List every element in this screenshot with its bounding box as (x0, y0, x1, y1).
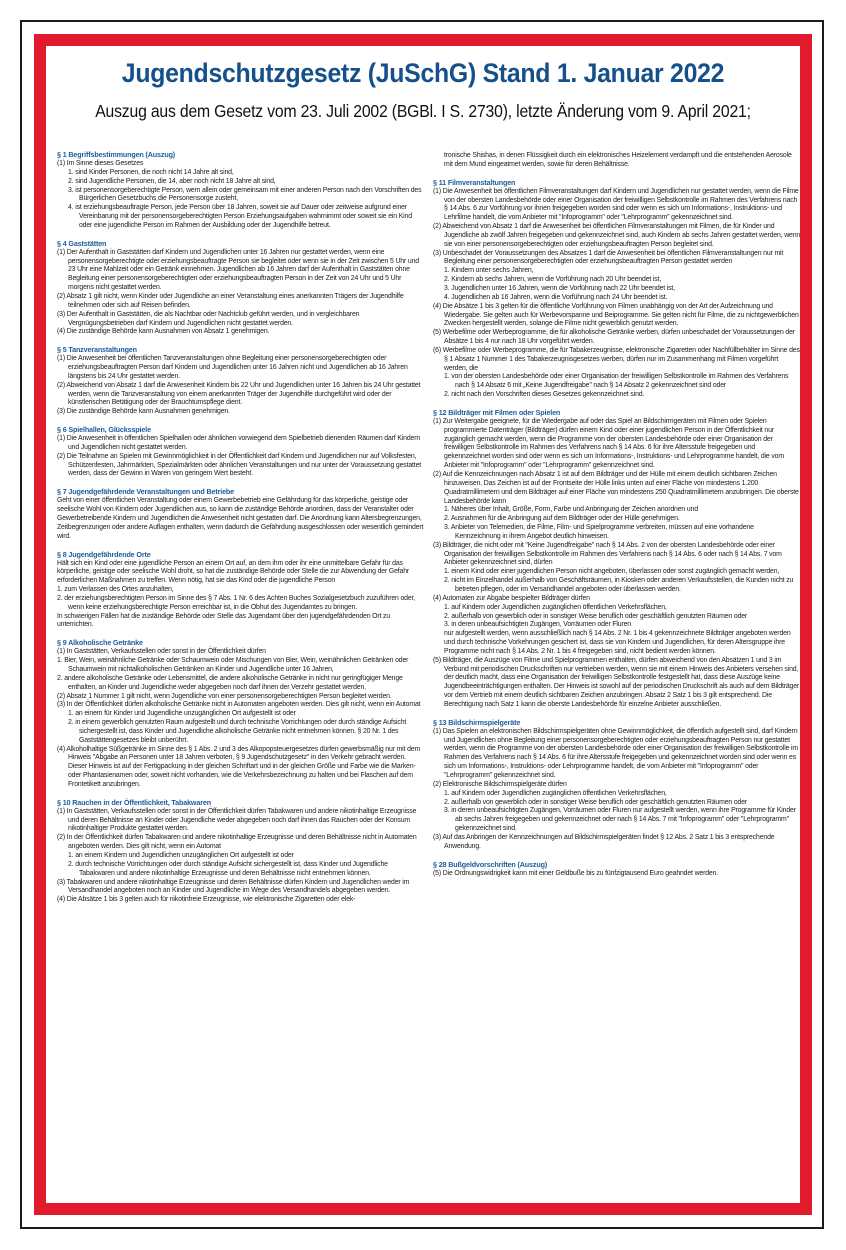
paragraph: (3) Unbeschadet der Voraussetzungen des Absatzes 1 darf die Anwesenheit bei öffentlichen Filmveranstaltungen nur mit Begleitung einer personensorgeberechtigten oder erziehungsbeauftragten Person gestattet werden (433, 249, 784, 266)
paragraph: In schwierigen Fällen hat die zuständige Behörde oder Stelle das Jugendamt über den jugendgefährdenden Ort zu unterrichten. (57, 612, 391, 629)
paragraph: (2) Absatz 1 Nummer 1 gilt nicht, wenn Jugendliche von einer personensorgeberechtigten Person begleitet werden. (57, 692, 392, 700)
list-item: 3. Jugendlichen unter 16 Jahren, wenn die Vorführung nach 22 Uhr beendet ist, (444, 284, 675, 292)
right-column (433, 152, 801, 886)
section-heading: § 4 Gaststätten (57, 238, 107, 248)
list-item: 1. Bier, Wein, weinähnliche Getränke oder Schaumwein oder Mischungen von Bier, Wein, weinähnlichen Getränken oder Schaumwein mit nichtalkoholischen Getränken an Kinder und Jugendliche unter 16 Jahren, (57, 657, 409, 673)
section-9 (57, 638, 425, 790)
list-item: 2. der erziehungsberechtigten Person im Sinne des § 7 Abs. 1 Nr. 6 des Achten Buches Sozialgesetzbuch zuzuführen oder, wenn keine erziehungsberechtigte Person erreichbar ist, in die Obhut des Jugendamtes zu bringen. (57, 594, 416, 611)
section-10-continued (433, 152, 801, 170)
paragraph: (5) Bildträger, die Auszüge von Filme und Spielprogrammen enthalten, dürfen abweichend von den Absätzen 1 und 3 im Verbund mit periodischen Druckschriften nur vertrieben werden, wenn sie mit einem Hinweis des Anbieters versehen sind, der deutlich macht, dass eine Organisation der freiwilligen Selbstkontrolle festgestellt hat, dass diese Auszüge keine Jugendbeeinträchtigungen enthalten. Der Hinweis ist sowohl auf der periodischen Druckschrift als auch auf dem Bildträger vor dem Vertrieb mit einem deutlich sichtbaren Zeichen anzubringen. Absatz 2 Satz 1 bis 3 gilt entsprechend. Die Berechtigung nach Satz 1 kann die oberste Landesbehörde für einzelne Anbieter ausschließen. (433, 656, 800, 708)
paragraph: (2) In der Öffentlichkeit dürfen Tabakwaren und andere nikotinhaltige Erzeugnisse und deren Behältnisse nicht in Automaten angeboten werden. Dies gilt nicht, wenn ein Automat (57, 834, 417, 851)
list-item: 3. in deren unbeaufsichtigten Zugängen, Vorräumen oder Fluren nur aufgestellt werden, wenn ihre Programme für Kinder ab sechs Jahren freigegeben und gekennzeichnet oder nach § 14 Abs. 7 mit "Infoprogramm" oder "Lehrprogramm" gekennzeichnet sind. (444, 807, 796, 833)
list-item: 2. nicht im Einzelhandel außerhalb von Geschäftsräumen, in Kiosken oder anderen Verkaufsstellen, die Kunden nicht zu betreten pflegen, oder im Versandhandel angeboten oder überlassen werden. (444, 577, 794, 593)
paragraph: (5) Die Ordnungswidrigkeit kann mit einer Geldbuße bis zu fünfzigtausend Euro geahndet werden. (433, 869, 719, 877)
paragraph: (1) Das Spielen an elektronischen Bildschirmspielgeräten ohne Gewinnmöglichkeit, die öffentlich aufgestellt sind, darf Kindern und Jugendlichen ohne Begleitung einer personensorgeberechtigten oder erziehungsbeauftragten Person nur gestattet werden, wenn die Programme von der obersten Landesbehörde oder einer Organisation der freiwilligen Selbstkontrolle im Rahmen des Verfahrens nach § 14 Abs. 6 für ihre Altersstufe freigegeben und gekennzeichnet worden sind oder wenn es sich um Informations-, Instruktions- oder Lehrprogramme handelt, die vom Anbieter mit "Infoprogramm" oder "Lehrprogramm" gekennzeichnet sind. (433, 727, 798, 779)
paragraph: tronische Shishas, in denen Flüssigkeit durch ein elektronisches Heizelement verdampft und die entstehenden Aerosole mit dem Mund eingeatmet werden, sowie für deren Behältnisse. (444, 152, 792, 168)
paragraph: (3) Auf das Anbringen der Kennzeichnungen auf Bildschirmspielgeräten findet § 12 Abs. 2 Satz 1 bis 3 entsprechende Anwendung. (433, 833, 775, 850)
list-item: 4. Jugendlichen ab 16 Jahren, wenn die Vorführung nach 24 Uhr beendet ist. (444, 293, 668, 301)
list-item: 1. an einem für Kinder und Jugendliche unzugänglichen Ort aufgestellt ist oder (68, 710, 296, 718)
paragraph: (1) Zur Weitergabe geeignete, für die Wiedergabe auf oder das Spiel an Bildschirmgeräten mit Filmen oder Spielen programmierte Datenträger (Bildträger) dürfen einem Kind oder einer jugendlichen Person in der Öffentlichkeit nur zugänglich gemacht werden, wenn die Programme von der obersten Landesbehörde oder einer Organisation der freiwilligen Selbstkontrolle im Rahmen des Verfahrens nach § 14 Abs. 6 für ihre Altersstufe freigegeben und gekennzeichnet worden sind oder wenn es sich um Informations-, Instruktions- und Lehrprogramme handelt, die vom Anbieter mit "Infoprogramm" oder "Lehrprogramm" gekennzeichnet sind. (433, 417, 784, 470)
section-heading: § 12 Bildträger mit Filmen oder Spielen (433, 407, 561, 417)
paragraph: (4) Die Absätze 1 bis 3 gelten für die öffentliche Vorführung von Filmen unabhängig von der Art der Aufzeichnung und Wiedergabe. Sie gelten auch für Werbevorspanne und Beiprogramme. Sie gelten nicht für Filme, die zu nichtgewerblichen Zwecken hergestellt werden, solange die Filme nicht gewerblich genutzt werden. (433, 302, 799, 328)
section-heading: § 8 Jugendgefährdende Orte (57, 549, 151, 559)
list-item: 3. in deren unbeaufsichtigten Zugängen, Vorräumen oder Fluren (444, 621, 631, 629)
list-item: 2. andere alkoholische Getränke oder Lebensmittel, die andere alkoholische Getränke in nicht nur geringfügiger Menge enthalten, an Kinder und Jugendliche weder abgegeben noch darf ihnen der Verzehr gestattet werden. (57, 674, 403, 691)
list-item: 2. außerhalb von gewerblich oder in sonstiger Weise beruflich oder geschäftlich genutzten Räumen oder (444, 612, 748, 620)
list-item: 1. auf Kindern oder Jugendlichen zugänglichen öffentlichen Verkehrsflächen, (444, 603, 667, 611)
paragraph: (1) Die Anwesenheit bei öffentlichen Tanzveranstaltungen ohne Begleitung einer personensorgeberechtigten oder erziehungsbeauftragten Person darf Kindern und Jugendlichen unter 16 Jahren nicht und Jugendlichen ab 16 Jahren längstens bis 24 Uhr gestattet werden. (57, 355, 408, 380)
list-item: 1. sind Kinder Personen, die noch nicht 14 Jahre alt sind, (68, 168, 234, 176)
section-11 (433, 178, 801, 400)
section-10 (57, 798, 425, 905)
list-item: 3. Anbieter von Telemedien, die Filme, Film- und Spielprogramme verbreiten, müssen auf eine vorhandene Kennzeichnung in ihrem Angebot deutlich hinweisen. (444, 524, 754, 540)
paragraph: (6) Werbefilme oder Werbeprogramme, die für Tabakerzeugnisse, elektronische Zigaretten oder Nachfüllbehälter im Sinne des § 1 Absatz 1 Nummer 1 des Tabakerzeugnisgesetzes werben, dürfen nur im Zusammenhang mit Filmen vorgeführt werden, die (433, 346, 800, 372)
paragraph: (2) Auf die Kennzeichnungen nach Absatz 1 ist auf dem Bildträger und der Hülle mit einem deutlich sichtbaren Zeichen hinzuweisen. Das Zeichen ist auf der Frontseite der Hülle links unten auf einer Fläche von mindestens 1.200 Quadratmillimetern und dem Bildträger auf einer Fläche von mindestens 250 Quadratmillimetern anzubringen. Die oberste Landesbehörde kann (433, 471, 799, 505)
section-heading: § 7 Jugendgefährdende Veranstaltungen und Betriebe (57, 487, 235, 497)
section-4 (57, 239, 425, 337)
paragraph: (4) Die zuständige Behörde kann Ausnahmen von Absatz 1 genehmigen. (57, 328, 270, 336)
section-5 (57, 345, 425, 417)
list-item: 2. sind Jugendliche Personen, die 14, aber noch nicht 18 Jahre alt sind, (68, 177, 276, 185)
list-item: 1. Kindern unter sechs Jahren, (444, 267, 534, 275)
paragraph: (3) Die zuständige Behörde kann Ausnahmen genehmigen. (57, 408, 230, 416)
section-6 (57, 425, 425, 479)
left-column (57, 150, 425, 913)
list-item: 1. Näheres über Inhalt, Größe, Form, Farbe und Anbringung der Zeichen anordnen und (444, 506, 698, 514)
section-heading: § 10 Rauchen in der Öffentlichkeit, Tabakwaren (57, 797, 211, 807)
list-item: 2. außerhalb von gewerblich oder in sonstiger Weise beruflich oder geschäftlich genutzten Räumen oder (444, 798, 748, 806)
paragraph: (2) Abweichend von Absatz 1 darf die Anwesenheit bei öffentlichen Filmveranstaltungen mit Filmen, die für Kinder und Jugendliche ab zwölf Jahren freigegeben und gekennzeichnet sind, auch Kindern ab sechs Jahren gestattet werden, wenn sie von einer personensorgeberechtigten oder erziehungsbeauftragten Person begleitet sind. (433, 223, 801, 248)
list-item: 1. an einem Kindern und Jugendlichen unzugänglichen Ort aufgestellt ist oder (68, 852, 294, 859)
paragraph: (3) In der Öffentlichkeit dürfen alkoholische Getränke nicht in Automaten angeboten werden. Dies gilt nicht, wenn ein Automat (57, 701, 421, 709)
document-title: Jugendschutzgesetz (JuSchG) Stand 1. Januar 2022 (121, 58, 725, 88)
paragraph: (1) Der Aufenthalt in Gaststätten darf Kindern und Jugendlichen unter 16 Jahren nur gestattet werden, wenn eine personensorgeberechtigte oder erziehungsbeauftragte Person sie begleitet oder wenn sie in der Zeit zwischen 5 Uhr und 23 Uhr eine Mahlzeit oder ein Getränk einnehmen. Jugendlichen ab 16 Jahren darf der Aufenthalt in Gaststätten ohne Begleitung einer personensorgeberechtigten oder erziehungsbeauftragten Person in der Zeit von 24 Uhr und 5 Uhr morgens nicht gestattet werden. (57, 248, 419, 292)
section-13 (433, 718, 801, 852)
paragraph: (1) Im Sinne dieses Gesetzes (57, 160, 144, 167)
section-1 (57, 150, 425, 231)
list-item: 2. durch technische Vorrichtungen oder durch ständige Aufsicht sichergestellt ist, dass Kinder und Jugendliche Tabakwaren und andere nikotinhaltige Erzeugnisse und deren Behältnisse nicht entnehmen können. (68, 860, 388, 877)
paragraph: (5) Werbefilme oder Werbeprogramme, die für alkoholische Getränke werben, dürfen unbeschadet der Voraussetzungen der Absätze 1 bis 4 nur nach 18 Uhr vorgeführt werden. (433, 329, 795, 346)
section-heading: § 13 Bildschirmspielgeräte (433, 717, 521, 727)
section-heading: § 1 Begriffsbestimmungen (Auszug) (57, 150, 176, 159)
paragraph: (4) Die Absätze 1 bis 3 gelten auch für nikotinfreie Erzeugnisse, wie elektronische Zigaretten oder elek- (57, 896, 356, 904)
paragraph: Geht von einer öffentlichen Veranstaltung oder einem Gewerbebetrieb eine Gefährdung für das körperliche, geistige oder seelische Wohl von Kindern oder Jugendlichen aus, so kann die zuständige Behörde anordnen, dass der Veranstalter oder Gewerbetreibende Kindern und Jugendlichen die Anwesenheit nicht gestatten darf. Die Anordnung kann Altersbegrenzungen, Zeitbegrenzungen oder andere Auflagen enthalten, wenn dadurch die Gefährdung ausgeschlossen oder wesentlich gemindert wird. (57, 497, 424, 540)
section-8 (57, 550, 425, 631)
section-heading: § 28 Bußgeldvorschriften (Auszug) (433, 859, 548, 869)
section-heading: § 5 Tanzveranstaltungen (57, 345, 137, 355)
section-heading: § 9 Alkoholische Getränke (57, 638, 143, 648)
list-item: 1. zum Verlassen des Ortes anzuhalten, (57, 586, 174, 594)
paragraph: (2) Die Teilnahme an Spielen mit Gewinnmöglichkeit in der Öffentlichkeit darf Kindern und Jugendlichen nur auf Volksfesten, Schützenfesten, Jahrmärkten, Spezialmärkten oder ähnlichen Veranstaltungen und nur unter der Voraussetzung gestattet werden, dass der Gewinn in Waren von geringem Wert besteht. (57, 452, 422, 478)
paragraph: (3) Der Aufenthalt in Gaststätten, die als Nachtbar oder Nachtclub geführt werden, und in vergleichbaren Vergnügungsbetrieben darf Kindern und Jugendlichen nicht gestattet werden. (57, 310, 360, 327)
paragraph: (1) In Gaststätten, Verkaufsstellen oder sonst in der Öffentlichkeit dürfen Tabakwaren und andere nikotinhaltige Erzeugnisse und deren Behältnisse an Kinder oder Jugendliche weder abgegeben noch darf ihnen das Rauchen oder der Konsum nikotinhaltiger Produkte gestattet werden. (57, 807, 417, 833)
paragraph: (2) Elektronische Bildschirmspielgeräte dürfen (433, 780, 567, 788)
paragraph: (4) Automaten zur Abgabe bespielter Bildträger dürfen (433, 594, 590, 602)
document-subtitle: Auszug aus dem Gesetz vom 23. Juli 2002 (BGBl. I S. 2730), letzte Änderung vom 9. April 2021; (95, 101, 751, 121)
list-item: 1. auf Kindern oder Jugendlichen zugänglichen öffentlichen Verkehrsflächen, (444, 789, 667, 797)
paragraph: Hält sich ein Kind oder eine jugendliche Person an einem Ort auf, an dem ihm oder ihr eine unmittelbare Gefahr für das körperliche, geistige oder seelische Wohl droht, so hat die zuständige Behörde oder Stelle die zur Abwendung der Gefahr erforderlichen Maßnahmen zu treffen. Wenn nötig, hat sie das Kind oder die jugendliche Person (57, 559, 410, 585)
list-item: 2. Ausnahmen für die Anbringung auf dem Bildträger oder der Hülle genehmigen. (444, 515, 680, 523)
section-7 (57, 487, 425, 541)
list-item: 1. von der obersten Landesbehörde oder einer Organisation der freiwilligen Selbstkontrolle im Rahmen des Verfahrens nach § 14 Absatz 6 mit „Keine Jugendfreigabe" nach § 14 Absatz 2 gekennzeichnet sind oder (444, 373, 789, 390)
paragraph: nur aufgestellt werden, wenn ausschließlich nach § 14 Abs. 2 Nr. 1 bis 4 gekennzeichnete Bildträger angeboten werden und durch technische Vorkehrungen gesichert ist, dass sie von Kindern und Jugendlichen, für deren Altersgruppe ihre Programme nicht nach § 14 Abs. 2 Nr. 1 bis 4 freigegeben sind, nicht bedient werden können. (444, 630, 791, 655)
section-heading: § 11 Filmveranstaltungen (433, 177, 516, 187)
list-item: 2. Kindern ab sechs Jahren, wenn die Vorführung nach 20 Uhr beendet ist, (444, 276, 662, 284)
section-28 (433, 860, 801, 879)
paragraph: (2) Abweichend von Absatz 1 darf die Anwesenheit Kindern bis 22 Uhr und Jugendlichen unter 16 Jahren bis 24 Uhr gestattet werden, wenn die Tanzveranstaltung von einem anerkannten Träger der Jugendhilfe durchgeführt wird oder der künstlerischen Betätigung oder der Brauchtumspflege dient. (57, 381, 421, 407)
list-item: 1. einem Kind oder einer jugendlichen Person nicht angeboten, überlassen oder sonst zugänglich gemacht werden, (444, 568, 780, 576)
paragraph: (1) In Gaststätten, Verkaufsstellen oder sonst in der Öffentlichkeit dürfen (57, 648, 266, 656)
list-item: 3. ist personensorgeberechtigte Person, wem allein oder gemeinsam mit einer anderen Person nach den Vorschriften des Bürgerlichen Gesetzbuchs die Personensorge zusteht, (68, 186, 422, 203)
section-heading: § 6 Spielhallen, Glücksspiele (57, 425, 151, 435)
paragraph: (4) Alkoholhaltige Süßgetränke im Sinne des § 1 Abs. 2 und 3 des Alkopopsteuergesetzes dürfen gewerbsmäßig nur mit dem Hinweis "Abgabe an Personen unter 18 Jahren verboten, § 9 Jugendschutzgesetz" in den Verkehr gebracht werden. Dieser Hinweis ist auf der Fertigpackung in der gleichen Schriftart und in der gleichen Größe und Farbe wie die Marken- oder Phantasienamen oder, soweit nicht vorhanden, wie die Verkehrsbezeichnung zu halten und bei Flaschen auf dem Frontetikett anzubringen. (57, 745, 421, 788)
paragraph: (1) Die Anwesenheit bei öffentlichen Filmveranstaltungen darf Kindern und Jugendlichen nur gestattet werden, wenn die Filme von der obersten Landesbehörde oder einer Organisation der freiwilligen Selbstkontrolle im Rahmen des Verfahrens nach § 14 Abs. 6 zur Vorführung vor ihnen freigegeben worden sind oder wenn es sich um Informations-, Instruktions- und Lehrfilme handelt, die vom Anbieter mit "Infoprogramm" oder "Lehrprogramm" gekennzeichnet sind. (433, 187, 799, 222)
paragraph: (3) Bildträger, die nicht oder mit "Keine Jugendfreigabe" nach § 14 Abs. 2 von der obersten Landesbehörde oder einer Organisation der freiwilligen Selbstkontrolle im Rahmen des Verfahrens nach § 14 Abs. 6 oder nach § 14 Abs. 7 vom Anbieter gekennzeichnet sind, dürfen (433, 541, 782, 567)
paragraph: (3) Tabakwaren und andere nikotinhaltige Erzeugnisse und deren Behältnisse dürfen Kindern und Jugendlichen weder im Versandhandel angeboten noch an Kinder und Jugendliche im Wege des Versandhandels abgegeben werden. (57, 878, 410, 895)
paragraph: (2) Absatz 1 gilt nicht, wenn Kinder oder Jugendliche an einer Veranstaltung eines anerkannten Trägers der Jugendhilfe teilnehmen oder sich auf Reisen befinden. (57, 292, 404, 309)
paragraph: (1) Die Anwesenheit in öffentlichen Spielhallen oder ähnlichen vorwiegend dem Spielbetrieb dienenden Räumen darf Kindern und Jugendlichen nicht gestattet werden. (57, 435, 421, 451)
list-item: 2. in einem gewerblich genutzten Raum aufgestellt und durch technische Vorrichtungen oder durch ständige Aufsicht sichergestellt ist, dass Kinder und Jugendliche alkoholische Getränke nicht entnehmen können. § 20 Nr. 1 des Gaststättengesetzes bleibt unberührt. (68, 719, 407, 744)
list-item: 4. ist erziehungsbeauftragte Person, jede Person über 18 Jahren, soweit sie auf Dauer oder zeitweise aufgrund einer Vereinbarung mit der personensorgeberechtigten Person Erziehungsaufgaben wahrnimmt oder soweit sie ein Kind oder eine jugendliche Person im Rahmen der Ausbildung oder der Jugendhilfe betreut. (68, 204, 412, 229)
section-12 (433, 408, 801, 710)
list-item: 2. nicht nach den Vorschriften dieses Gesetzes gekennzeichnet sind. (444, 391, 645, 399)
